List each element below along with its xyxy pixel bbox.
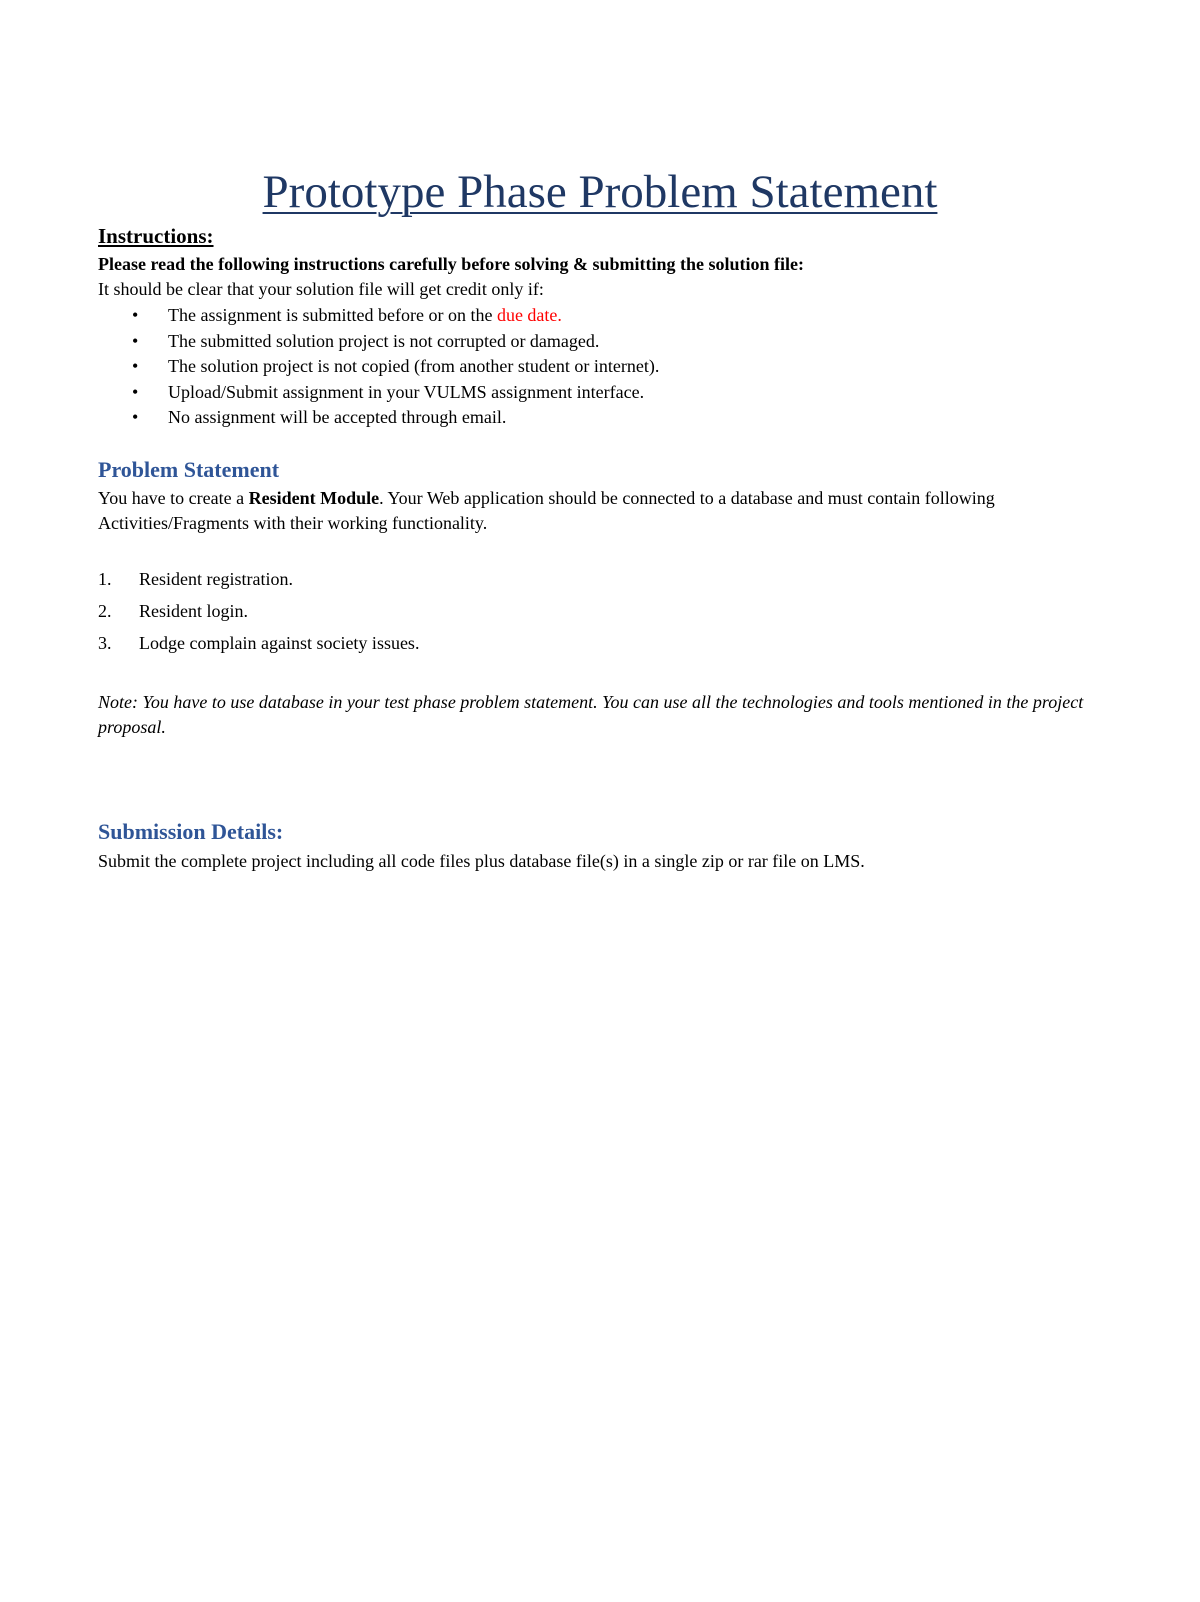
- submission-details-heading: Submission Details:: [98, 819, 284, 844]
- bullet-icon: •: [132, 407, 139, 427]
- list-item: [98, 354, 659, 380]
- instructions-lead: Please read the following instructions carefully before solving & submitting the solution file:: [98, 254, 804, 274]
- bullet-text: Upload/Submit assignment in your VULMS assignment interface.: [168, 381, 645, 402]
- bullet-text: The submitted solution project is not corrupted or damaged.: [168, 330, 600, 351]
- bullet-text: The solution project is not copied (from another student or internet).: [168, 356, 660, 376]
- problem-paragraph: [98, 486, 1098, 536]
- list-number: 3.: [98, 633, 112, 653]
- problem-para-start: You have to create a: [98, 488, 249, 508]
- bullet-icon: •: [132, 305, 139, 325]
- list-item-text: Lodge complain against society issues.: [139, 633, 420, 653]
- list-item: [98, 563, 419, 595]
- list-item: [98, 380, 659, 406]
- bullet-icon: •: [132, 356, 139, 376]
- list-item: [98, 595, 419, 627]
- resident-module-bold: Resident Module: [248, 488, 380, 508]
- list-item: [98, 405, 659, 431]
- bullet-text: No assignment will be accepted through email.: [168, 407, 507, 427]
- instructions-intro: It should be clear that your solution file will get credit only if:: [98, 279, 544, 299]
- page-title: Prototype Phase Problem Statement: [262, 166, 938, 218]
- list-item: [98, 627, 419, 659]
- instructions-heading: Instructions:: [98, 224, 214, 248]
- bullet-icon: •: [132, 330, 139, 351]
- bullet-text: The assignment is submitted before or on the: [168, 305, 497, 325]
- list-item-text: Resident registration.: [139, 569, 293, 589]
- submission-text: Submit the complete project including all code files plus database file(s) in a single zip or rar file on LMS.: [98, 851, 865, 871]
- instructions-bullet-list: [98, 303, 659, 431]
- problem-statement-heading: Problem Statement: [98, 457, 280, 482]
- module-list: [98, 563, 419, 659]
- note-text: Note: You have to use database in your test phase problem statement. You can use all the technologies and tools mentioned in the project proposal.: [98, 692, 1084, 737]
- due-date-highlight: due date.: [496, 305, 562, 325]
- list-item-text: Resident login.: [139, 601, 248, 621]
- list-number: 2.: [98, 601, 112, 621]
- list-item: [98, 303, 659, 329]
- list-item: [98, 329, 659, 355]
- problem-para-end: . Your Web application should be connected to a database and must contain following Activities/Fragments with their working functionality.: [98, 488, 995, 533]
- bullet-icon: •: [132, 381, 139, 402]
- list-number: 1.: [98, 569, 112, 589]
